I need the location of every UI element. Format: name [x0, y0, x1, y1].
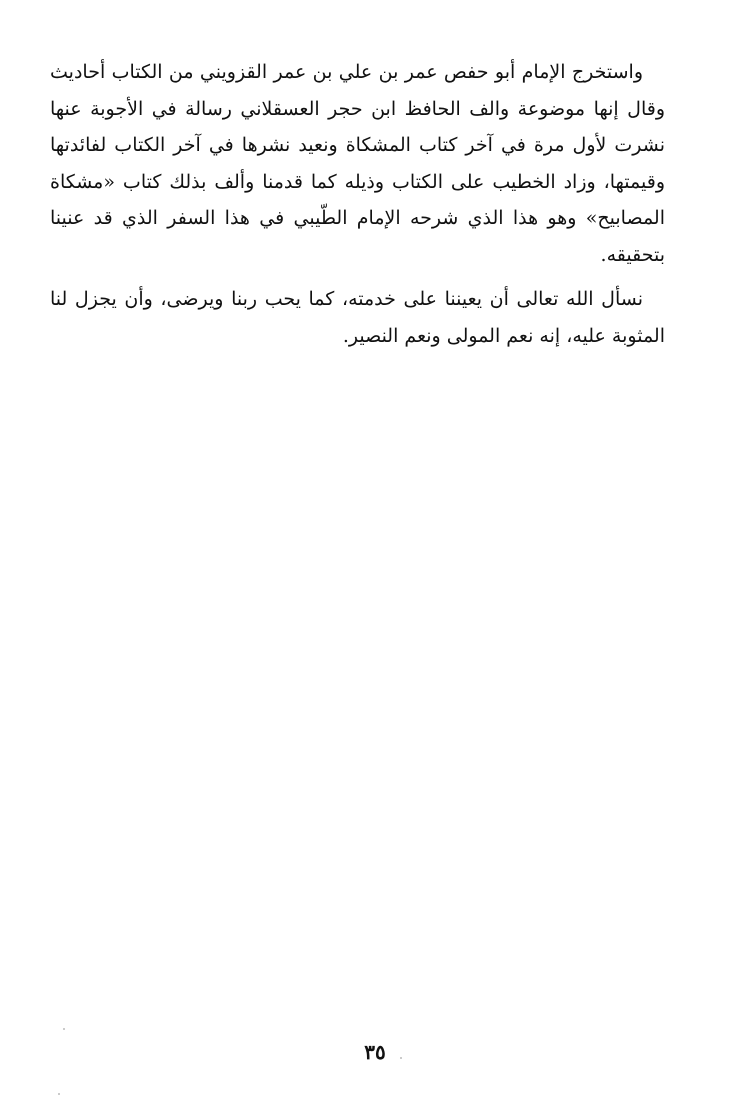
body-text [50, 54, 665, 354]
scan-speck [63, 1028, 65, 1030]
scan-speck [400, 1057, 402, 1059]
scan-speck [58, 1093, 60, 1095]
page-number: ٣٥ [364, 1040, 386, 1064]
paragraph-2: نسأل الله تعالى أن يعيننا على خدمته، كما يحب ربنا ويرضى، وأن يجزل لنا المثوبة عليه، إنه نعم المولى ونعم النصير. [50, 288, 665, 347]
paragraph-1: واستخرج الإمام أبو حفص عمر بن علي بن عمر القزويني من الكتاب أحاديث وقال إنها موضوعة والف الحافظ ابن حجر العسقلاني رسالة في الأجوبة عنها نشرت لأول مرة في آخر كتاب المشكاة ونعيد نشرها في آخر الكتاب لفائدتها وقيمتها، وزاد الخطيب على الكتاب وذيله كما قدمنا وألف بذلك كتاب «مشكاة المصابيح» وهو هذا الذي شرحه الإمام الطّيبي في هذا السفر الذي قد عنينا بتحقيقه. [50, 61, 665, 266]
